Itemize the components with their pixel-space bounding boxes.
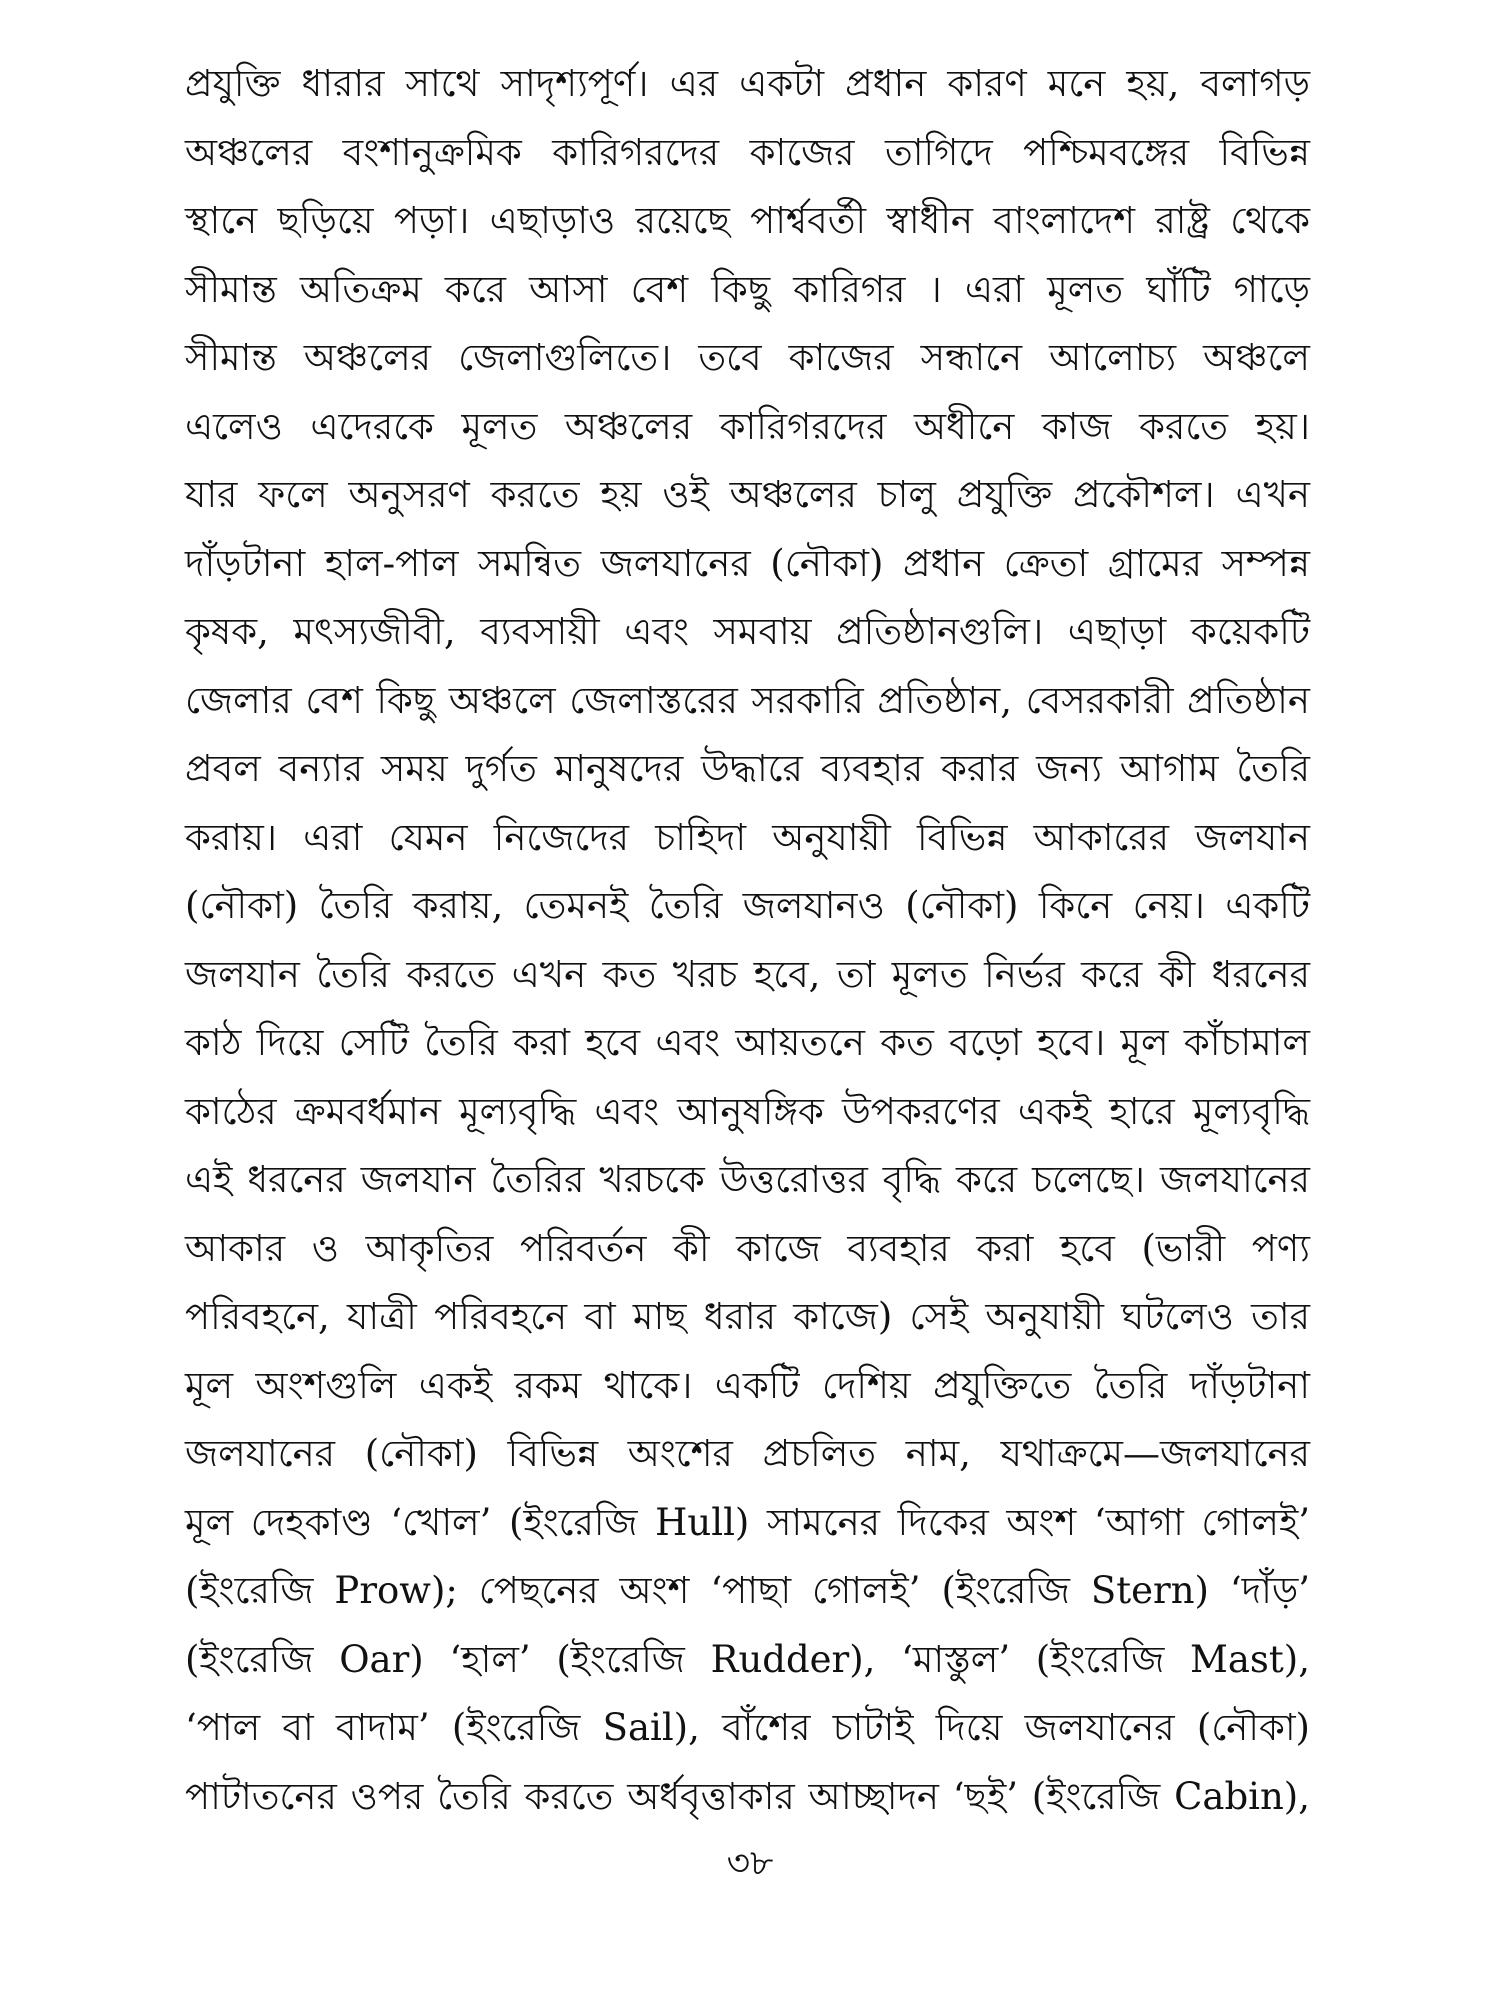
text-line: সীমান্ত অতিক্রম করে আসা বেশ কিছু কারিগর । এরা মূলত ঘাঁটি গাড়ে [185, 267, 1310, 311]
text-line: স্থানে ছড়িয়ে পড়া। এছাড়াও রয়েছে পার্শ্ববর্তী স্বাধীন বাংলাদেশ রাষ্ট্র থেকে [185, 199, 1310, 242]
body-paragraph [185, 50, 1310, 1831]
text-line: কাঠের ক্রমবর্ধমান মূল্যবৃদ্ধি এবং আনুষঙ্গিক উপকরণের একই হারে মূল্যবৃদ্ধি [185, 1089, 1310, 1133]
text-line: অঞ্চলের বংশানুক্রমিক কারিগরদের কাজের তাগিদে পশ্চিমবঙ্গের বিভিন্ন [185, 130, 1310, 174]
text-line: করায়। এরা যেমন নিজেদের চাহিদা অনুযায়ী বিভিন্ন আকারের জলযান [185, 815, 1310, 859]
text-line: (ইংরেজি Prow); পেছনের অংশ ‘পাছা গোলই’ (ইংরেজি Stern) ‘দাঁড়’ [185, 1569, 1310, 1612]
text-line: প্রযুক্তি ধারার সাথে সাদৃশ্যপূর্ণ। এর একটা প্রধান কারণ মনে হয়, বলাগড় [185, 62, 1310, 105]
text-line: সীমান্ত অঞ্চলের জেলাগুলিতে। তবে কাজের সন্ধানে আলোচ্য অঞ্চলে [185, 336, 1310, 379]
text-line: এলেও এদেরকে মূলত অঞ্চলের কারিগরদের অধীনে কাজ করতে হয়। [185, 404, 1310, 448]
text-line: জেলার বেশ কিছু অঞ্চলে জেলাস্তরের সরকারি প্রতিষ্ঠান, বেসরকারী প্রতিষ্ঠান [185, 678, 1310, 722]
text-line: পরিবহনে, যাত্রী পরিবহনে বা মাছ ধরার কাজে) সেই অনুযায়ী ঘটলেও তার [185, 1295, 1310, 1338]
text-line: জলযানের (নৌকা) বিভিন্ন অংশের প্রচলিত নাম, যথাক্রমে—জলযানের [185, 1432, 1310, 1475]
text-line: পাটাতনের ওপর তৈরি করতে অর্ধবৃত্তাকার আচ্ছাদন ‘ছই’ (ইংরেজি Cabin), [185, 1774, 1310, 1818]
text-line: মূল অংশগুলি একই রকম থাকে। একটি দেশিয় প্রযুক্তিতে তৈরি দাঁড়টানা [185, 1363, 1310, 1407]
text-line: কৃষক, মৎস্যজীবী, ব্যবসায়ী এবং সমবায় প্রতিষ্ঠানগুলি। এছাড়া কয়েকটি [185, 610, 1310, 653]
text-line: কাঠ দিয়ে সেটি তৈরি করা হবে এবং আয়তনে কত বড়ো হবে। মূল কাঁচামাল [185, 1021, 1310, 1064]
text-line: দাঁড়টানা হাল-পাল সমন্বিত জলযানের (নৌকা) প্রধান ক্রেতা গ্রামের সম্পন্ন [185, 541, 1310, 585]
text-line: জলযান তৈরি করতে এখন কত খরচ হবে, তা মূলত নির্ভর করে কী ধরনের [185, 952, 1310, 996]
text-line: (নৌকা) তৈরি করায়, তেমনই তৈরি জলযানও (নৌকা) কিনে নেয়। একটি [185, 884, 1310, 927]
text-line: (ইংরেজি Oar) ‘হাল’ (ইংরেজি Rudder), ‘মাস্তুল’ (ইংরেজি Mast), [185, 1637, 1310, 1681]
text-line: ‘পাল বা বাদাম’ (ইংরেজি Sail), বাঁশের চাটাই দিয়ে জলযানের (নৌকা) [185, 1706, 1310, 1749]
text-line: মূল দেহকাণ্ড ‘খোল’ (ইংরেজি Hull) সামনের দিকের অংশ ‘আগা গোলই’ [185, 1500, 1310, 1544]
page-number: ৩৮ [726, 1843, 774, 1884]
text-line: আকার ও আকৃতির পরিবর্তন কী কাজে ব্যবহার করা হবে (ভারী পণ্য [185, 1226, 1310, 1270]
text-line: যার ফলে অনুসরণ করতে হয় ওই অঞ্চলের চালু প্রযুক্তি প্রকৌশল। এখন [185, 473, 1310, 516]
text-line: এই ধরনের জলযান তৈরির খরচকে উত্তরোত্তর বৃদ্ধি করে চলেছে। জলযানের [185, 1158, 1310, 1201]
text-line: প্রবল বন্যার সময় দুর্গত মানুষদের উদ্ধারে ব্যবহার করার জন্য আগাম তৈরি [185, 747, 1310, 790]
